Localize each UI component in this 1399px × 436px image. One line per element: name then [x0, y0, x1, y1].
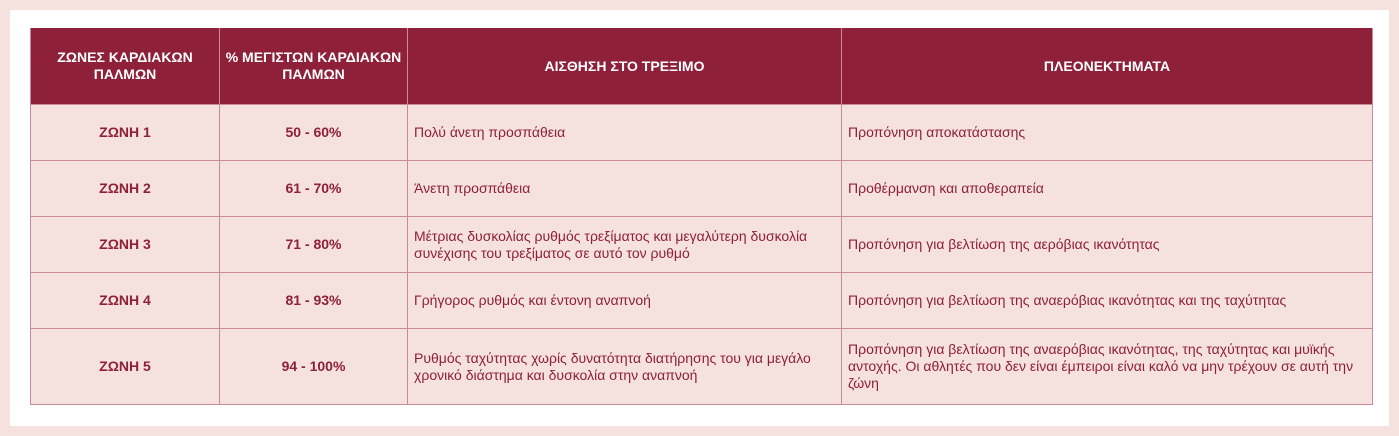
heart-rate-zones-table: [30, 28, 1373, 405]
feeling-cell: Γρήγορος ρυθμός και έντονη αναπνοή: [408, 273, 842, 329]
table-header-row: [31, 28, 1373, 105]
percent-cell: 71 - 80%: [220, 217, 408, 273]
header-max-heart-rate-percent: % ΜΕΓΙΣΤΩΝ ΚΑΡΔΙΑΚΩΝ ΠΑΛΜΩΝ: [220, 28, 408, 105]
table-row: [31, 329, 1373, 405]
percent-cell: 94 - 100%: [220, 329, 408, 405]
content-frame: [10, 10, 1389, 426]
percent-cell: 81 - 93%: [220, 273, 408, 329]
zone-cell: ΖΩΝΗ 5: [31, 329, 220, 405]
zone-cell: ΖΩΝΗ 3: [31, 217, 220, 273]
header-benefits: ΠΛΕΟΝΕΚΤΗΜΑΤΑ: [842, 28, 1373, 105]
zone-cell: ΖΩΝΗ 4: [31, 273, 220, 329]
benefits-cell: Προπόνηση αποκατάστασης: [842, 105, 1373, 161]
table-row: [31, 105, 1373, 161]
feeling-cell: Άνετη προσπάθεια: [408, 161, 842, 217]
header-zones: ΖΩΝΕΣ ΚΑΡΔΙΑΚΩΝ ΠΑΛΜΩΝ: [31, 28, 220, 105]
feeling-cell: Πολύ άνετη προσπάθεια: [408, 105, 842, 161]
benefits-cell: Προπόνηση για βελτίωση της αναερόβιας ικανότητας και της ταχύτητας: [842, 273, 1373, 329]
zone-cell: ΖΩΝΗ 1: [31, 105, 220, 161]
percent-cell: 50 - 60%: [220, 105, 408, 161]
benefits-cell: Προπόνηση για βελτίωση της αναερόβιας ικανότητας, της ταχύτητας και μυϊκής αντοχής. Οι αθλητές που δεν είναι έμπειροι είναι καλό να μην τρέχουν σε αυτή την ζώνη: [842, 329, 1373, 405]
benefits-cell: Προπόνηση για βελτίωση της αερόβιας ικανότητας: [842, 217, 1373, 273]
feeling-cell: Μέτριας δυσκολίας ρυθμός τρεξίματος και μεγαλύτερη δυσκολία συνέχισης του τρεξίματος σε αυτό τον ρυθμό: [408, 217, 842, 273]
header-running-feeling: ΑΙΣΘΗΣΗ ΣΤΟ ΤΡΕΞΙΜΟ: [408, 28, 842, 105]
feeling-cell: Ρυθμός ταχύτητας χωρίς δυνατότητα διατήρησης του για μεγάλο χρονικό διάστημα και δυσκολία στην αναπνοή: [408, 329, 842, 405]
table-row: [31, 161, 1373, 217]
table-row: [31, 273, 1373, 329]
benefits-cell: Προθέρμανση και αποθεραπεία: [842, 161, 1373, 217]
percent-cell: 61 - 70%: [220, 161, 408, 217]
zone-cell: ΖΩΝΗ 2: [31, 161, 220, 217]
table-row: [31, 217, 1373, 273]
